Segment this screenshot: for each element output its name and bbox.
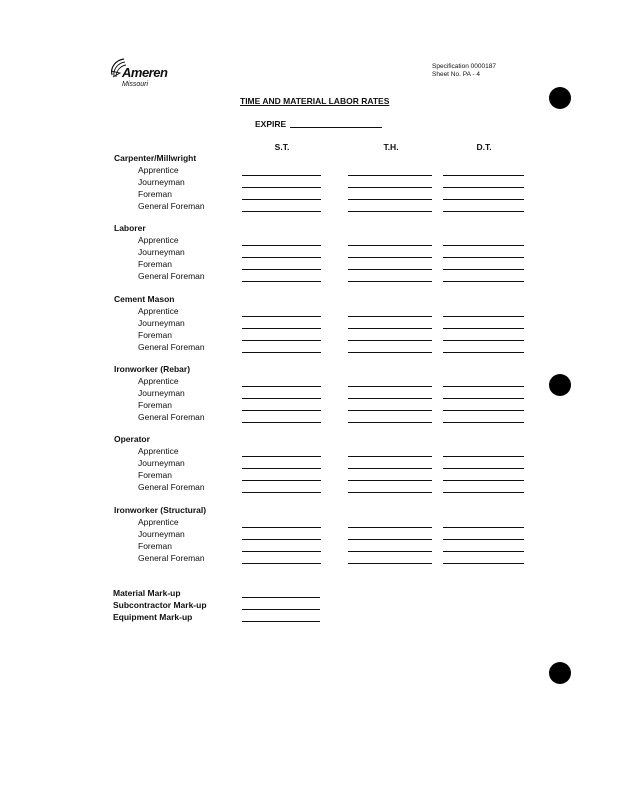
rate-field-dt[interactable] xyxy=(443,175,524,176)
rate-field-dt[interactable] xyxy=(443,398,524,399)
rate-field-st[interactable] xyxy=(242,175,321,176)
rate-field-th[interactable] xyxy=(348,175,432,176)
rate-field-th[interactable] xyxy=(348,340,432,341)
rate-field-dt[interactable] xyxy=(443,422,524,423)
column-header-th: T.H. xyxy=(383,142,399,152)
rate-field-th[interactable] xyxy=(348,563,432,564)
rate-field-th[interactable] xyxy=(348,539,432,540)
rate-field-st[interactable] xyxy=(242,456,321,457)
rate-field-dt[interactable] xyxy=(443,245,524,246)
role-label: Apprentice xyxy=(138,446,179,456)
rate-field-dt[interactable] xyxy=(443,480,524,481)
role-label: General Foreman xyxy=(138,271,205,281)
rate-field-st[interactable] xyxy=(242,245,321,246)
rate-field-dt[interactable] xyxy=(443,410,524,411)
role-label: General Foreman xyxy=(138,201,205,211)
rate-field-th[interactable] xyxy=(348,492,432,493)
rate-field-st[interactable] xyxy=(242,187,321,188)
rate-field-st[interactable] xyxy=(242,211,321,212)
role-label: Foreman xyxy=(138,330,173,340)
rate-field-dt[interactable] xyxy=(443,468,524,469)
rate-field-th[interactable] xyxy=(348,551,432,552)
rate-field-th[interactable] xyxy=(348,352,432,353)
rate-field-st[interactable] xyxy=(242,492,321,493)
role-label: General Foreman xyxy=(138,553,205,563)
rate-field-st[interactable] xyxy=(242,527,321,528)
rate-field-st[interactable] xyxy=(242,480,321,481)
page-title: TIME AND MATERIAL LABOR RATES xyxy=(240,96,390,106)
group-heading: Operator xyxy=(114,434,150,444)
rate-field-th[interactable] xyxy=(348,410,432,411)
rate-field-th[interactable] xyxy=(348,316,432,317)
rate-field-th[interactable] xyxy=(348,199,432,200)
markup-field[interactable] xyxy=(242,621,320,622)
role-label: Journeyman xyxy=(138,177,185,187)
role-label: Apprentice xyxy=(138,165,179,175)
role-label: Foreman xyxy=(138,189,173,199)
role-label: General Foreman xyxy=(138,482,205,492)
role-label: Apprentice xyxy=(138,517,179,527)
spec-block xyxy=(432,63,496,79)
logo-wordmark: Ameren xyxy=(122,65,168,80)
rate-field-st[interactable] xyxy=(242,551,321,552)
rate-field-dt[interactable] xyxy=(443,340,524,341)
role-label: Journeyman xyxy=(138,318,185,328)
rate-field-dt[interactable] xyxy=(443,328,524,329)
rate-field-th[interactable] xyxy=(348,386,432,387)
spec-number: Specification 0000187 xyxy=(432,63,496,70)
punch-hole-top xyxy=(549,87,571,109)
rate-field-th[interactable] xyxy=(348,211,432,212)
rate-field-dt[interactable] xyxy=(443,187,524,188)
role-label: Foreman xyxy=(138,259,173,269)
rate-field-dt[interactable] xyxy=(443,316,524,317)
column-header-st: S.T. xyxy=(274,142,290,152)
role-label: Apprentice xyxy=(138,306,179,316)
role-label: Apprentice xyxy=(138,376,179,386)
rate-field-th[interactable] xyxy=(348,187,432,188)
rate-field-st[interactable] xyxy=(242,398,321,399)
rate-field-st[interactable] xyxy=(242,199,321,200)
rate-field-st[interactable] xyxy=(242,422,321,423)
rate-field-st[interactable] xyxy=(242,539,321,540)
rate-field-dt[interactable] xyxy=(443,539,524,540)
role-label: Apprentice xyxy=(138,235,179,245)
rate-field-dt[interactable] xyxy=(443,257,524,258)
rate-field-th[interactable] xyxy=(348,398,432,399)
group-heading: Carpenter/Millwright xyxy=(114,153,197,163)
rate-field-dt[interactable] xyxy=(443,386,524,387)
role-label: General Foreman xyxy=(138,412,205,422)
rate-field-st[interactable] xyxy=(242,352,321,353)
markup-field[interactable] xyxy=(242,609,320,610)
group-heading: Ironworker (Rebar) xyxy=(114,364,191,374)
rate-field-dt[interactable] xyxy=(443,281,524,282)
rate-field-dt[interactable] xyxy=(443,456,524,457)
rate-field-th[interactable] xyxy=(348,468,432,469)
role-label: Foreman xyxy=(138,470,173,480)
rate-field-st[interactable] xyxy=(242,410,321,411)
rate-field-st[interactable] xyxy=(242,269,321,270)
group-heading: Ironworker (Structural) xyxy=(114,505,207,515)
rate-field-th[interactable] xyxy=(348,527,432,528)
expire-field-line[interactable] xyxy=(290,127,382,128)
rate-field-dt[interactable] xyxy=(443,269,524,270)
rate-field-st[interactable] xyxy=(242,563,321,564)
rate-field-dt[interactable] xyxy=(443,551,524,552)
role-label: Journeyman xyxy=(138,458,185,468)
column-header-dt: D.T. xyxy=(476,142,492,152)
rate-field-th[interactable] xyxy=(348,269,432,270)
role-label: Journeyman xyxy=(138,529,185,539)
rate-field-th[interactable] xyxy=(348,257,432,258)
role-label: Foreman xyxy=(138,400,173,410)
rate-field-dt[interactable] xyxy=(443,211,524,212)
role-label: Journeyman xyxy=(138,388,185,398)
logo-subtitle: Missouri xyxy=(122,81,149,88)
role-label: Journeyman xyxy=(138,247,185,257)
rate-field-st[interactable] xyxy=(242,386,321,387)
role-label: General Foreman xyxy=(138,342,205,352)
rate-field-st[interactable] xyxy=(242,316,321,317)
rate-field-st[interactable] xyxy=(242,257,321,258)
punch-hole-middle xyxy=(549,374,571,396)
markup-label: Equipment Mark-up xyxy=(113,612,193,622)
rate-field-th[interactable] xyxy=(348,456,432,457)
markup-field[interactable] xyxy=(242,597,320,598)
rate-field-dt[interactable] xyxy=(443,352,524,353)
expire-label: EXPIRE xyxy=(255,119,287,129)
group-heading: Laborer xyxy=(114,223,146,233)
rate-field-dt[interactable] xyxy=(443,563,524,564)
rate-field-dt[interactable] xyxy=(443,492,524,493)
group-heading: Cement Mason xyxy=(114,294,175,304)
rate-field-dt[interactable] xyxy=(443,527,524,528)
rate-field-st[interactable] xyxy=(242,468,321,469)
markup-label: Subcontractor Mark-up xyxy=(113,600,207,610)
rate-field-th[interactable] xyxy=(348,480,432,481)
punch-hole-bottom xyxy=(549,662,571,684)
rate-field-th[interactable] xyxy=(348,328,432,329)
rate-field-st[interactable] xyxy=(242,328,321,329)
rate-field-th[interactable] xyxy=(348,422,432,423)
rate-field-th[interactable] xyxy=(348,245,432,246)
role-label: Foreman xyxy=(138,541,173,551)
markup-label: Material Mark-up xyxy=(113,588,181,598)
rate-field-st[interactable] xyxy=(242,281,321,282)
rate-field-th[interactable] xyxy=(348,281,432,282)
ameren-logo xyxy=(108,55,188,95)
rate-field-st[interactable] xyxy=(242,340,321,341)
sheet-number: Sheet No. PA - 4 xyxy=(432,71,480,78)
rate-field-dt[interactable] xyxy=(443,199,524,200)
